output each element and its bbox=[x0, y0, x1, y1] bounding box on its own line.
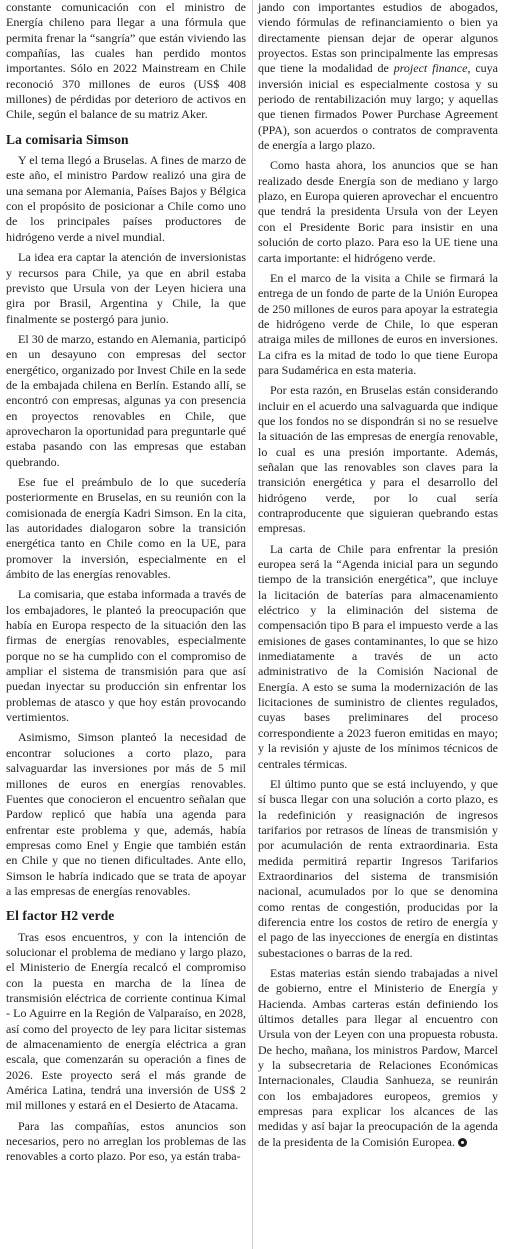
paragraph: La carta de Chile para enfrentar la presión europea será la “Agenda inicial para un segundo tiempo de la transición energética”, que incluye la licitación de baterías para almacenamiento eléctrico y la eliminación del sistema de compensación tipo B para el impuesto verde a las emisiones de gases contaminantes, lo que se hizo inmediatamente a través de un acto administrativo de la Comisión Nacional de Energía. A esto se suma la modernización de las licitaciones de suministro de clientes regulados, cuyas bases preliminares del proceso correspondiente a 2023 fueron emitidas en mayo; y la revisión y ajuste de los mínimos técnicos de centrales térmicas. bbox=[258, 541, 498, 771]
paragraph: constante comunicación con el ministro de Energía chileno para llegar a una fórmula que permita frenar la “sangría” que están viviendo las compañías, las cuales han perdido montos importantes. Sólo en 2022 Mainstream en Chile reconoció 370 millones de euros (US$ 408 millones) de pérdidas por deterioro de activos en Chile, según el balance de su matriz Aker. bbox=[6, 0, 246, 122]
text-run: Estas materias están siendo trabajadas a nivel de gobierno, entre el Ministerio de Energía y Hacienda. Ambas carteras están definiendo los últimos detalles para llegar al encuentro con Ursula von der Leyen con una propuesta robusta. De hecho, mañana, los ministros Pardow, Marcel y la subsecretaria de Relaciones Económicas Internacionales, Claudia Sanhueza, se reunirán con los embajadores europeos, gremios y empresas para explicar los alcances de las medidas y así bajar la preocupación de la agenda de la presidenta de la Comisión Europea. bbox=[258, 965, 498, 1149]
column-divider bbox=[252, 0, 253, 1249]
paragraph: La idea era captar la atención de inversionistas y recursos para Chile, ya que en abril estaba previsto que Ursula von der Leyen hiciera una gira por Brasil, Argentina y Chile, la que finalmente se postergó para junio. bbox=[6, 250, 246, 326]
paragraph: Tras esos encuentros, y con la intención de solucionar el problema de mediano y largo plazo, el Ministerio de Energía recalcó el compromiso con la puesta en marcha de la línea de transmisión eléctrica de corriente continua Kimal - Lo Aguirre en la Región de Valparaíso, en 2028, así como del proyecto de ley para licitar sistemas de almacenamiento de energía eléctrica a gran escala, que comenzarán su operación a fines de 2026. Este proyecto será el más grande de América Latina, tendrá una inversión de US$ 2 mil millones y estará en el Desierto de Atacama. bbox=[6, 929, 246, 1113]
paragraph: La comisaria, que estaba informada a través de los embajadores, le planteó la preocupación que había en Europa respecto de la situación den las firmas de energías renovables, especialmente porque no se ha cumplido con el compromiso de ampliar el sistema de transmisión para que así puedan inyectar su producción sin enfrentar los problemas de atasco y que hoy están provocando vertimientos. bbox=[6, 587, 246, 725]
section-heading-factor-h2: El factor H2 verde bbox=[6, 908, 115, 924]
section-heading-comisaria: La comisaria Simson bbox=[6, 131, 129, 147]
text-run: jando con importantes estudios de abogados, viendo fórmulas de refinanciamiento o bien ya directamente piensan dejar de operar algunos proyectos. Estas son principalmente las empresas que tiene la modalidad de bbox=[258, 0, 498, 76]
paragraph: El último punto que se está incluyendo, y que sí busca llegar con una solución a corto plazo, es la redefinición y reasignación de ingresos tarifarios por retrasos de líneas de transmisión y por acumulación de renta extraordinaria. Esta medida permitirá repartir Ingresos Tarifarios Extraordinarios del sistema de transmisión nacional, acumulados por lo que se denomina como rentas de congestión, producidas por la diferencia entre los costos de retiro de energía y el pago de las inyecciones de energía en distintas subestaciones o barras de la red. bbox=[258, 776, 498, 960]
paragraph: Ese fue el preámbulo de lo que sucedería posteriormente en Bruselas, en su reunión con la comisionada de energía Kadri Simson. En la cita, las autoridades dialogaron sobre la transición energética tanto en Chile como en la UE, para promover la inversión, especialmente en el ámbito de las energías renovables. bbox=[6, 474, 246, 582]
paragraph bbox=[258, 966, 498, 1150]
paragraph: El 30 de marzo, estando en Alemania, participó en un desayuno con empresas del sector energético, organizado por Invest Chile en la sede de la embajada chilena en Berlín. Estando allí, se encontró con empresas, algunas ya con presencia en proyectos renovables en Chile, que aprovecharon la oportunidad para preguntarle qué estaba pasando con las empresas que estaban quebrando. bbox=[6, 331, 246, 469]
text-run: , cuya inversión inicial es especialmente costosa y su periodo de rentabilización muy largo; y aquellas que tienen firmados Power Purchase Agreement (PPA), son acuerdos o contratos de compraventa de energía a largo plazo. bbox=[258, 61, 498, 153]
paragraph: Como hasta ahora, los anuncios que se han realizado desde Energía son de mediano y largo plazo, en Europa quieren aprovechar el encuentro que tendrá la presidenta Ursula von der Leyen con el Presidente Boric para insistir en una solución de corto plazo. Para eso la UE tiene una carta importante: el hidrógeno verde. bbox=[258, 158, 498, 265]
right-column bbox=[258, 0, 498, 1155]
paragraph: Para las compañías, estos anuncios son necesarios, pero no arreglan los problemas de las renovables a corto plazo. Por eso, ya están traba- bbox=[6, 1118, 246, 1164]
end-of-article-icon bbox=[458, 1138, 467, 1147]
left-column bbox=[6, 0, 246, 1170]
paragraph: Por esta razón, en Bruselas están considerando incluir en el acuerdo una salvaguarda que indique que los fondos no se dispondrán si no se resuelve la situación de las empresas de energía renovable, lo cual es una presión importante. Además, señalan que las renovables son claves para la transición energética y para el desarrollo del hidrógeno verde, por lo cual sería contraproducente que siguieran quebrando estas empresas. bbox=[258, 383, 498, 536]
paragraph: Y el tema llegó a Bruselas. A fines de marzo de este año, el ministro Pardow realizó una gira de una semana por Alemania, Países Bajos y Bélgica con el propósito de posicionar a Chile como uno de los principales países productores de hidrógeno verde a nivel mundial. bbox=[6, 153, 246, 244]
paragraph: En el marco de la visita a Chile se firmará la entrega de un fondo de parte de la Unión Europea de 250 millones de euros para apoyar la estrategia de hidrógeno verde de Chile, lo que esperan atraiga miles de millones de euros en inversiones. La cifra es la mitad de todo lo que tiene Europa para Sudamérica en esta materia. bbox=[258, 270, 498, 377]
italic-term: project finance bbox=[393, 61, 468, 76]
paragraph: Asimismo, Simson planteó la necesidad de encontrar soluciones a corto plazo, para salvaguardar las inversiones por más de 5 mil millones de euros en energías renovables. Fuentes que conocieron el encuentro señalan que Pardow replicó que había una agenda para enfrentar este problema y que, además, había empresas como Enel y Engie que también están en Chile y que no tienen dificultades. Ante ello, Simson le habría indicado que se trata de apoyar a las empresas de energías renovables. bbox=[6, 730, 246, 898]
paragraph bbox=[258, 0, 498, 153]
